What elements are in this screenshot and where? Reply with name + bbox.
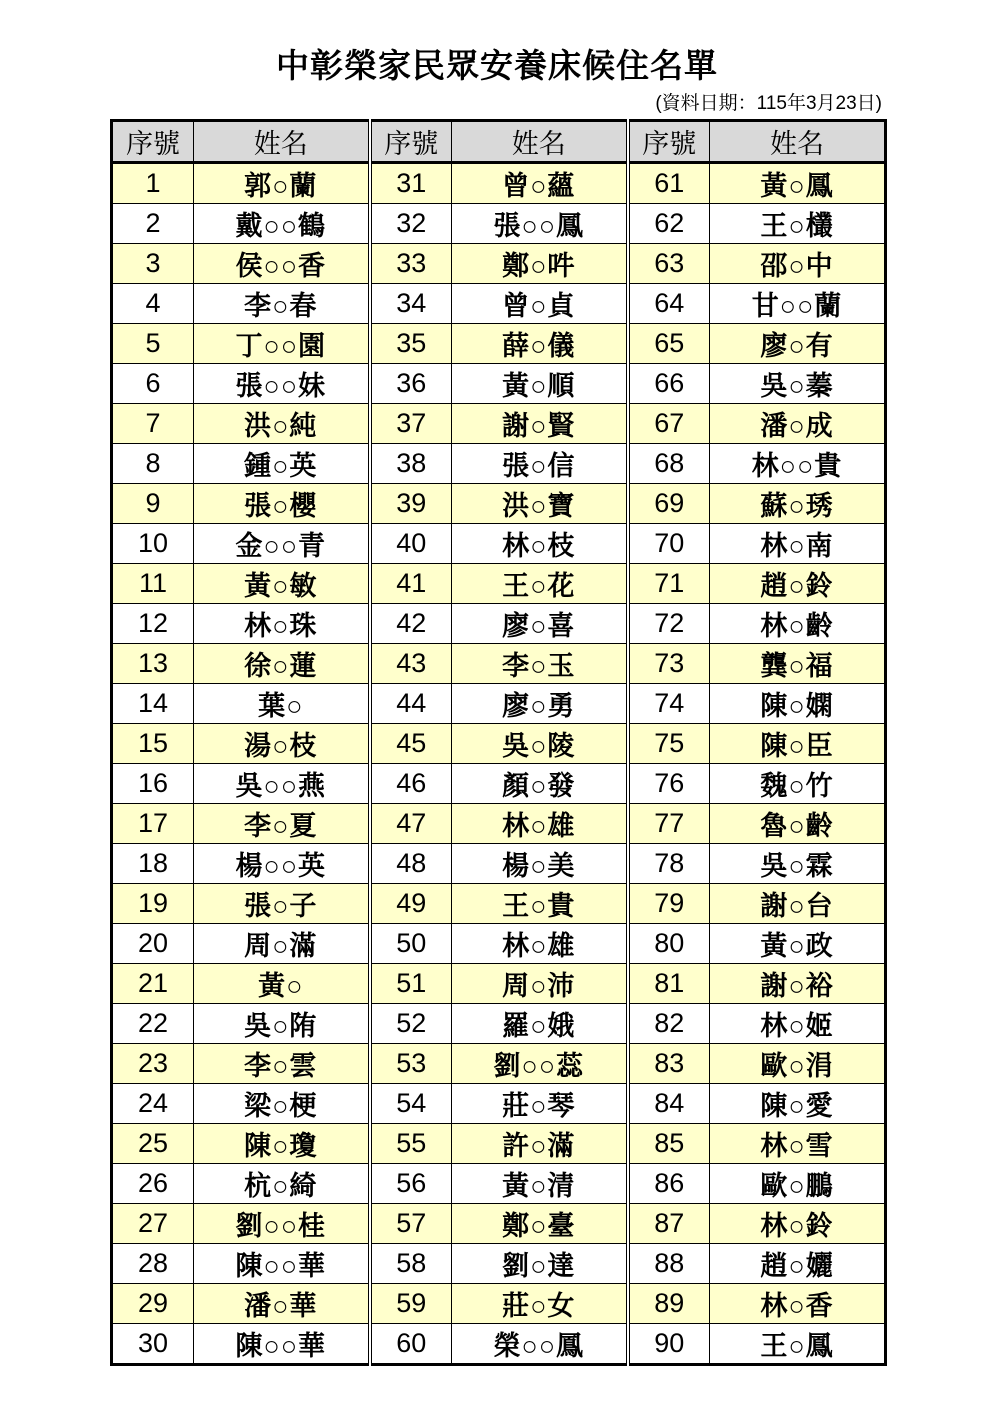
table-row [112, 284, 886, 324]
name-cell: 趙○鈴 [710, 564, 886, 604]
serial-cell: 40 [370, 524, 452, 564]
serial-header: 序號 [628, 121, 710, 163]
serial-header: 序號 [370, 121, 452, 163]
serial-cell: 8 [112, 444, 194, 484]
serial-cell: 71 [628, 564, 710, 604]
name-cell: 黃○清 [452, 1164, 628, 1204]
serial-cell: 15 [112, 724, 194, 764]
table-row [112, 364, 886, 404]
name-cell: 莊○琴 [452, 1084, 628, 1124]
name-cell: 黃○ [194, 964, 370, 1004]
serial-cell: 54 [370, 1084, 452, 1124]
serial-cell: 77 [628, 804, 710, 844]
name-cell: 曾○貞 [452, 284, 628, 324]
table-row [112, 1084, 886, 1124]
name-cell: 陳○○華 [194, 1244, 370, 1284]
table-row [112, 324, 886, 364]
name-cell: 鄭○臺 [452, 1204, 628, 1244]
table-row [112, 1204, 886, 1244]
name-cell: 張○子 [194, 884, 370, 924]
table-row [112, 684, 886, 724]
serial-cell: 82 [628, 1004, 710, 1044]
table-row [112, 724, 886, 764]
serial-cell: 51 [370, 964, 452, 1004]
table-row [112, 644, 886, 684]
name-header: 姓名 [710, 121, 886, 163]
name-cell: 謝○裕 [710, 964, 886, 1004]
name-cell: 羅○娥 [452, 1004, 628, 1044]
serial-cell: 87 [628, 1204, 710, 1244]
serial-cell: 22 [112, 1004, 194, 1044]
serial-cell: 90 [628, 1324, 710, 1365]
name-cell: 劉○達 [452, 1244, 628, 1284]
serial-cell: 34 [370, 284, 452, 324]
serial-cell: 79 [628, 884, 710, 924]
name-cell: 吳○○燕 [194, 764, 370, 804]
serial-cell: 2 [112, 204, 194, 244]
name-cell: 張○○妹 [194, 364, 370, 404]
serial-cell: 7 [112, 404, 194, 444]
name-cell: 顏○發 [452, 764, 628, 804]
serial-cell: 29 [112, 1284, 194, 1324]
name-cell: 龔○福 [710, 644, 886, 684]
name-cell: 蘇○琇 [710, 484, 886, 524]
serial-cell: 24 [112, 1084, 194, 1124]
name-cell: 周○滿 [194, 924, 370, 964]
name-cell: 林○香 [710, 1284, 886, 1324]
name-cell: 張○櫻 [194, 484, 370, 524]
table-row [112, 1244, 886, 1284]
serial-cell: 58 [370, 1244, 452, 1284]
page-title: 中彰榮家民眾安養床候住名單 [276, 47, 718, 84]
name-cell: 陳○嫻 [710, 684, 886, 724]
serial-cell: 27 [112, 1204, 194, 1244]
name-cell: 王○鳳 [710, 1324, 886, 1365]
serial-cell: 64 [628, 284, 710, 324]
serial-cell: 44 [370, 684, 452, 724]
name-cell: 趙○孋 [710, 1244, 886, 1284]
serial-cell: 19 [112, 884, 194, 924]
table-row [112, 524, 886, 564]
name-cell: 魏○竹 [710, 764, 886, 804]
serial-cell: 49 [370, 884, 452, 924]
serial-cell: 89 [628, 1284, 710, 1324]
serial-cell: 31 [370, 163, 452, 204]
waiting-list-body [112, 163, 886, 1365]
name-cell: 周○沛 [452, 964, 628, 1004]
serial-header: 序號 [112, 121, 194, 163]
serial-cell: 48 [370, 844, 452, 884]
serial-cell: 33 [370, 244, 452, 284]
name-cell: 謝○賢 [452, 404, 628, 444]
waiting-list-table [110, 119, 887, 1366]
name-cell: 林○姬 [710, 1004, 886, 1044]
serial-cell: 42 [370, 604, 452, 644]
table-row [112, 1044, 886, 1084]
serial-cell: 65 [628, 324, 710, 364]
name-cell: 王○花 [452, 564, 628, 604]
table-row [112, 844, 886, 884]
name-cell: 吳○陏 [194, 1004, 370, 1044]
serial-cell: 26 [112, 1164, 194, 1204]
name-cell: 王○貴 [452, 884, 628, 924]
name-cell: 張○信 [452, 444, 628, 484]
name-cell: 徐○蓮 [194, 644, 370, 684]
serial-cell: 46 [370, 764, 452, 804]
table-row [112, 564, 886, 604]
serial-cell: 17 [112, 804, 194, 844]
name-cell: 吳○陵 [452, 724, 628, 764]
name-cell: 榮○○鳳 [452, 1324, 628, 1365]
table-row [112, 604, 886, 644]
name-cell: 林○枝 [452, 524, 628, 564]
name-cell: 廖○喜 [452, 604, 628, 644]
name-cell: 洪○寶 [452, 484, 628, 524]
name-cell: 魯○齡 [710, 804, 886, 844]
name-cell: 鄭○吽 [452, 244, 628, 284]
serial-cell: 59 [370, 1284, 452, 1324]
name-cell: 廖○有 [710, 324, 886, 364]
serial-cell: 78 [628, 844, 710, 884]
name-cell: 謝○台 [710, 884, 886, 924]
name-cell: 陳○瓊 [194, 1124, 370, 1164]
name-cell: 梁○梗 [194, 1084, 370, 1124]
serial-cell: 5 [112, 324, 194, 364]
name-cell: 吳○蓁 [710, 364, 886, 404]
table-row [112, 884, 886, 924]
serial-cell: 75 [628, 724, 710, 764]
serial-cell: 1 [112, 163, 194, 204]
serial-cell: 18 [112, 844, 194, 884]
serial-cell: 86 [628, 1164, 710, 1204]
serial-cell: 52 [370, 1004, 452, 1044]
serial-cell: 3 [112, 244, 194, 284]
serial-cell: 84 [628, 1084, 710, 1124]
table-row [112, 764, 886, 804]
serial-cell: 47 [370, 804, 452, 844]
name-cell: 林○齡 [710, 604, 886, 644]
name-cell: 李○雲 [194, 1044, 370, 1084]
serial-cell: 74 [628, 684, 710, 724]
document-sheet [110, 46, 884, 1366]
name-cell: 林○鈴 [710, 1204, 886, 1244]
name-cell: 楊○美 [452, 844, 628, 884]
serial-cell: 69 [628, 484, 710, 524]
serial-cell: 68 [628, 444, 710, 484]
name-cell: 郭○蘭 [194, 163, 370, 204]
serial-cell: 13 [112, 644, 194, 684]
table-row [112, 1164, 886, 1204]
name-cell: 張○○鳳 [452, 204, 628, 244]
name-cell: 戴○○鶴 [194, 204, 370, 244]
name-cell: 湯○枝 [194, 724, 370, 764]
name-cell: 鍾○英 [194, 444, 370, 484]
table-row [112, 484, 886, 524]
name-cell: 黃○政 [710, 924, 886, 964]
serial-cell: 83 [628, 1044, 710, 1084]
name-cell: 李○玉 [452, 644, 628, 684]
name-cell: 吳○霖 [710, 844, 886, 884]
serial-cell: 72 [628, 604, 710, 644]
name-cell: 林○雪 [710, 1124, 886, 1164]
serial-cell: 60 [370, 1324, 452, 1365]
name-cell: 曾○蘊 [452, 163, 628, 204]
table-row [112, 1124, 886, 1164]
name-cell: 楊○○英 [194, 844, 370, 884]
serial-cell: 11 [112, 564, 194, 604]
name-cell: 潘○成 [710, 404, 886, 444]
name-cell: 丁○○園 [194, 324, 370, 364]
name-cell: 歐○涓 [710, 1044, 886, 1084]
name-cell: 李○春 [194, 284, 370, 324]
serial-cell: 66 [628, 364, 710, 404]
name-cell: 許○滿 [452, 1124, 628, 1164]
table-row [112, 404, 886, 444]
serial-cell: 80 [628, 924, 710, 964]
name-header: 姓名 [452, 121, 628, 163]
serial-cell: 55 [370, 1124, 452, 1164]
table-row [112, 444, 886, 484]
table-row [112, 204, 886, 244]
table-header [112, 121, 886, 163]
name-cell: 陳○臣 [710, 724, 886, 764]
name-cell: 潘○華 [194, 1284, 370, 1324]
serial-cell: 62 [628, 204, 710, 244]
name-cell: 林○雄 [452, 804, 628, 844]
name-cell: 黃○敏 [194, 564, 370, 604]
table-row [112, 1004, 886, 1044]
name-cell: 林○南 [710, 524, 886, 564]
serial-cell: 56 [370, 1164, 452, 1204]
name-cell: 杭○綺 [194, 1164, 370, 1204]
serial-cell: 38 [370, 444, 452, 484]
serial-cell: 67 [628, 404, 710, 444]
table-row [112, 1324, 886, 1365]
serial-cell: 50 [370, 924, 452, 964]
name-cell: 甘○○蘭 [710, 284, 886, 324]
serial-cell: 88 [628, 1244, 710, 1284]
serial-cell: 35 [370, 324, 452, 364]
name-cell: 歐○鵬 [710, 1164, 886, 1204]
name-cell: 莊○女 [452, 1284, 628, 1324]
table-row [112, 244, 886, 284]
serial-cell: 70 [628, 524, 710, 564]
serial-cell: 39 [370, 484, 452, 524]
serial-cell: 85 [628, 1124, 710, 1164]
serial-cell: 53 [370, 1044, 452, 1084]
name-cell: 林○雄 [452, 924, 628, 964]
name-cell: 林○珠 [194, 604, 370, 644]
serial-cell: 61 [628, 163, 710, 204]
table-row [112, 924, 886, 964]
table-row [112, 1284, 886, 1324]
name-cell: 林○○貴 [710, 444, 886, 484]
serial-cell: 23 [112, 1044, 194, 1084]
serial-cell: 20 [112, 924, 194, 964]
name-cell: 金○○青 [194, 524, 370, 564]
serial-cell: 63 [628, 244, 710, 284]
name-cell: 葉○ [194, 684, 370, 724]
serial-cell: 32 [370, 204, 452, 244]
data-date-note: (資料日期：115年3月23日) [655, 92, 882, 114]
name-cell: 薛○儀 [452, 324, 628, 364]
serial-cell: 76 [628, 764, 710, 804]
serial-cell: 21 [112, 964, 194, 1004]
header-row [112, 121, 886, 163]
serial-cell: 6 [112, 364, 194, 404]
serial-cell: 25 [112, 1124, 194, 1164]
name-header: 姓名 [194, 121, 370, 163]
name-cell: 侯○○香 [194, 244, 370, 284]
name-cell: 陳○愛 [710, 1084, 886, 1124]
serial-cell: 16 [112, 764, 194, 804]
serial-cell: 57 [370, 1204, 452, 1244]
serial-cell: 12 [112, 604, 194, 644]
serial-cell: 43 [370, 644, 452, 684]
name-cell: 洪○純 [194, 404, 370, 444]
serial-cell: 36 [370, 364, 452, 404]
serial-cell: 4 [112, 284, 194, 324]
serial-cell: 9 [112, 484, 194, 524]
name-cell: 劉○○桂 [194, 1204, 370, 1244]
name-cell: 陳○○華 [194, 1324, 370, 1365]
serial-cell: 28 [112, 1244, 194, 1284]
serial-cell: 45 [370, 724, 452, 764]
table-row [112, 964, 886, 1004]
serial-cell: 81 [628, 964, 710, 1004]
name-cell: 廖○勇 [452, 684, 628, 724]
name-cell: 黃○順 [452, 364, 628, 404]
name-cell: 李○夏 [194, 804, 370, 844]
serial-cell: 30 [112, 1324, 194, 1365]
name-cell: 王○欉 [710, 204, 886, 244]
serial-cell: 73 [628, 644, 710, 684]
serial-cell: 10 [112, 524, 194, 564]
name-cell: 邵○中 [710, 244, 886, 284]
name-cell: 劉○○蕊 [452, 1044, 628, 1084]
serial-cell: 14 [112, 684, 194, 724]
name-cell: 黃○鳳 [710, 163, 886, 204]
serial-cell: 37 [370, 404, 452, 444]
serial-cell: 41 [370, 564, 452, 604]
table-row [112, 804, 886, 844]
table-row [112, 163, 886, 204]
